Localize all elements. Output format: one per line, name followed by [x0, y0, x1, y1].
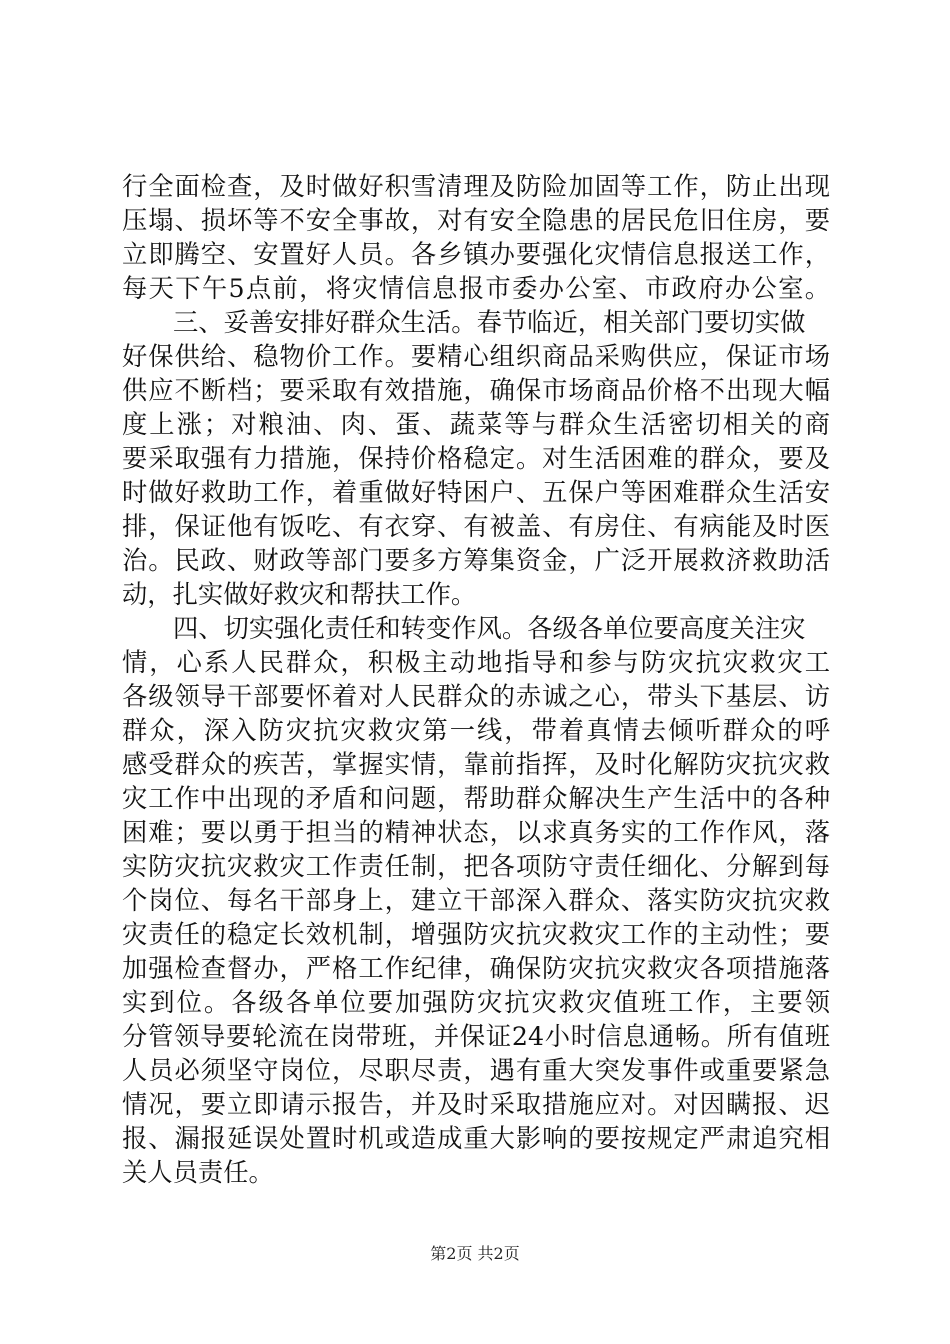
paragraph-line: 情况，要立即请示报告，并及时采取措施应对。对因瞒报、迟 — [122, 1090, 830, 1119]
paragraph-line: 每天下午5点前，将灾情信息报市委办公室、市政府办公室。 — [122, 274, 830, 303]
paragraph-line: 实到位。各级各单位要加强防灾抗灾救灾值班工作，主要领 — [122, 988, 830, 1017]
paragraph-line: 困难；要以勇于担当的精神状态，以求真务实的工作作风，落 — [122, 818, 830, 847]
paragraph-line: 立即腾空、安置好人员。各乡镇办要强化灾情信息报送工作， — [122, 240, 830, 269]
paragraph-line: 行全面检查，及时做好积雪清理及防险加固等工作，防止出现 — [122, 172, 830, 201]
paragraph-line: 要采取强有力措施，保持价格稳定。对生活困难的群众，要及 — [122, 444, 830, 473]
paragraph-line: 群众，深入防灾抗灾救灾第一线，带着真情去倾听群众的呼 — [122, 716, 830, 745]
paragraph-line: 情，心系人民群众，积极主动地指导和参与防灾抗灾救灾工 — [122, 648, 830, 677]
paragraph-line: 个岗位、每名干部身上，建立干部深入群众、落实防灾抗灾救 — [122, 886, 830, 915]
paragraph-line: 时做好救助工作，着重做好特困户、五保户等困难群众生活安 — [122, 478, 830, 507]
paragraph-line: 压塌、损坏等不安全事故，对有安全隐患的居民危旧住房，要 — [122, 206, 830, 235]
paragraph-line: 灾工作中出现的矛盾和问题，帮助群众解决生产生活中的各种 — [122, 784, 830, 813]
paragraph-line: 供应不断档；要采取有效措施，确保市场商品价格不出现大幅 — [122, 376, 830, 405]
paragraph-line: 灾责任的稳定长效机制，增强防灾抗灾救灾工作的主动性；要 — [122, 920, 830, 949]
page-number-footer: 第2页 共2页 — [430, 1244, 520, 1263]
paragraph-line: 感受群众的疾苦，掌握实情，靠前指挥，及时化解防灾抗灾救 — [122, 750, 830, 779]
paragraph-line: 分管领导要轮流在岗带班，并保证24小时信息通畅。所有值班 — [122, 1022, 830, 1051]
paragraph-line: 报、漏报延误处置时机或造成重大影响的要按规定严肃追究相 — [122, 1124, 830, 1153]
document-body — [0, 170, 950, 1190]
paragraph-line: 关人员责任。 — [122, 1158, 274, 1187]
paragraph-line: 加强检查督办，严格工作纪律，确保防灾抗灾救灾各项措施落 — [122, 954, 830, 983]
paragraph-line: 好保供给、稳物价工作。要精心组织商品采购供应，保证市场 — [122, 342, 830, 371]
paragraph-line: 实防灾抗灾救灾工作责任制，把各项防守责任细化、分解到每 — [122, 852, 830, 881]
paragraph-line: 人员必须坚守岗位，尽职尽责，遇有重大突发事件或重要紧急 — [122, 1056, 830, 1085]
paragraph-line: 四、切实强化责任和转变作风。各级各单位要高度关注灾 — [173, 614, 806, 643]
paragraph-line: 排，保证他有饭吃、有衣穿、有被盖、有房住、有病能及时医 — [122, 512, 830, 541]
paragraph-line: 各级领导干部要怀着对人民群众的赤诚之心，带头下基层、访 — [122, 682, 830, 711]
paragraph-line: 动，扎实做好救灾和帮扶工作。 — [122, 580, 477, 609]
paragraph-line: 三、妥善安排好群众生活。春节临近，相关部门要切实做 — [173, 308, 806, 337]
paragraph-line: 治。民政、财政等部门要多方筹集资金，广泛开展救济救助活 — [122, 546, 830, 575]
paragraph-line: 度上涨；对粮油、肉、蛋、蔬菜等与群众生活密切相关的商 — [122, 410, 830, 439]
